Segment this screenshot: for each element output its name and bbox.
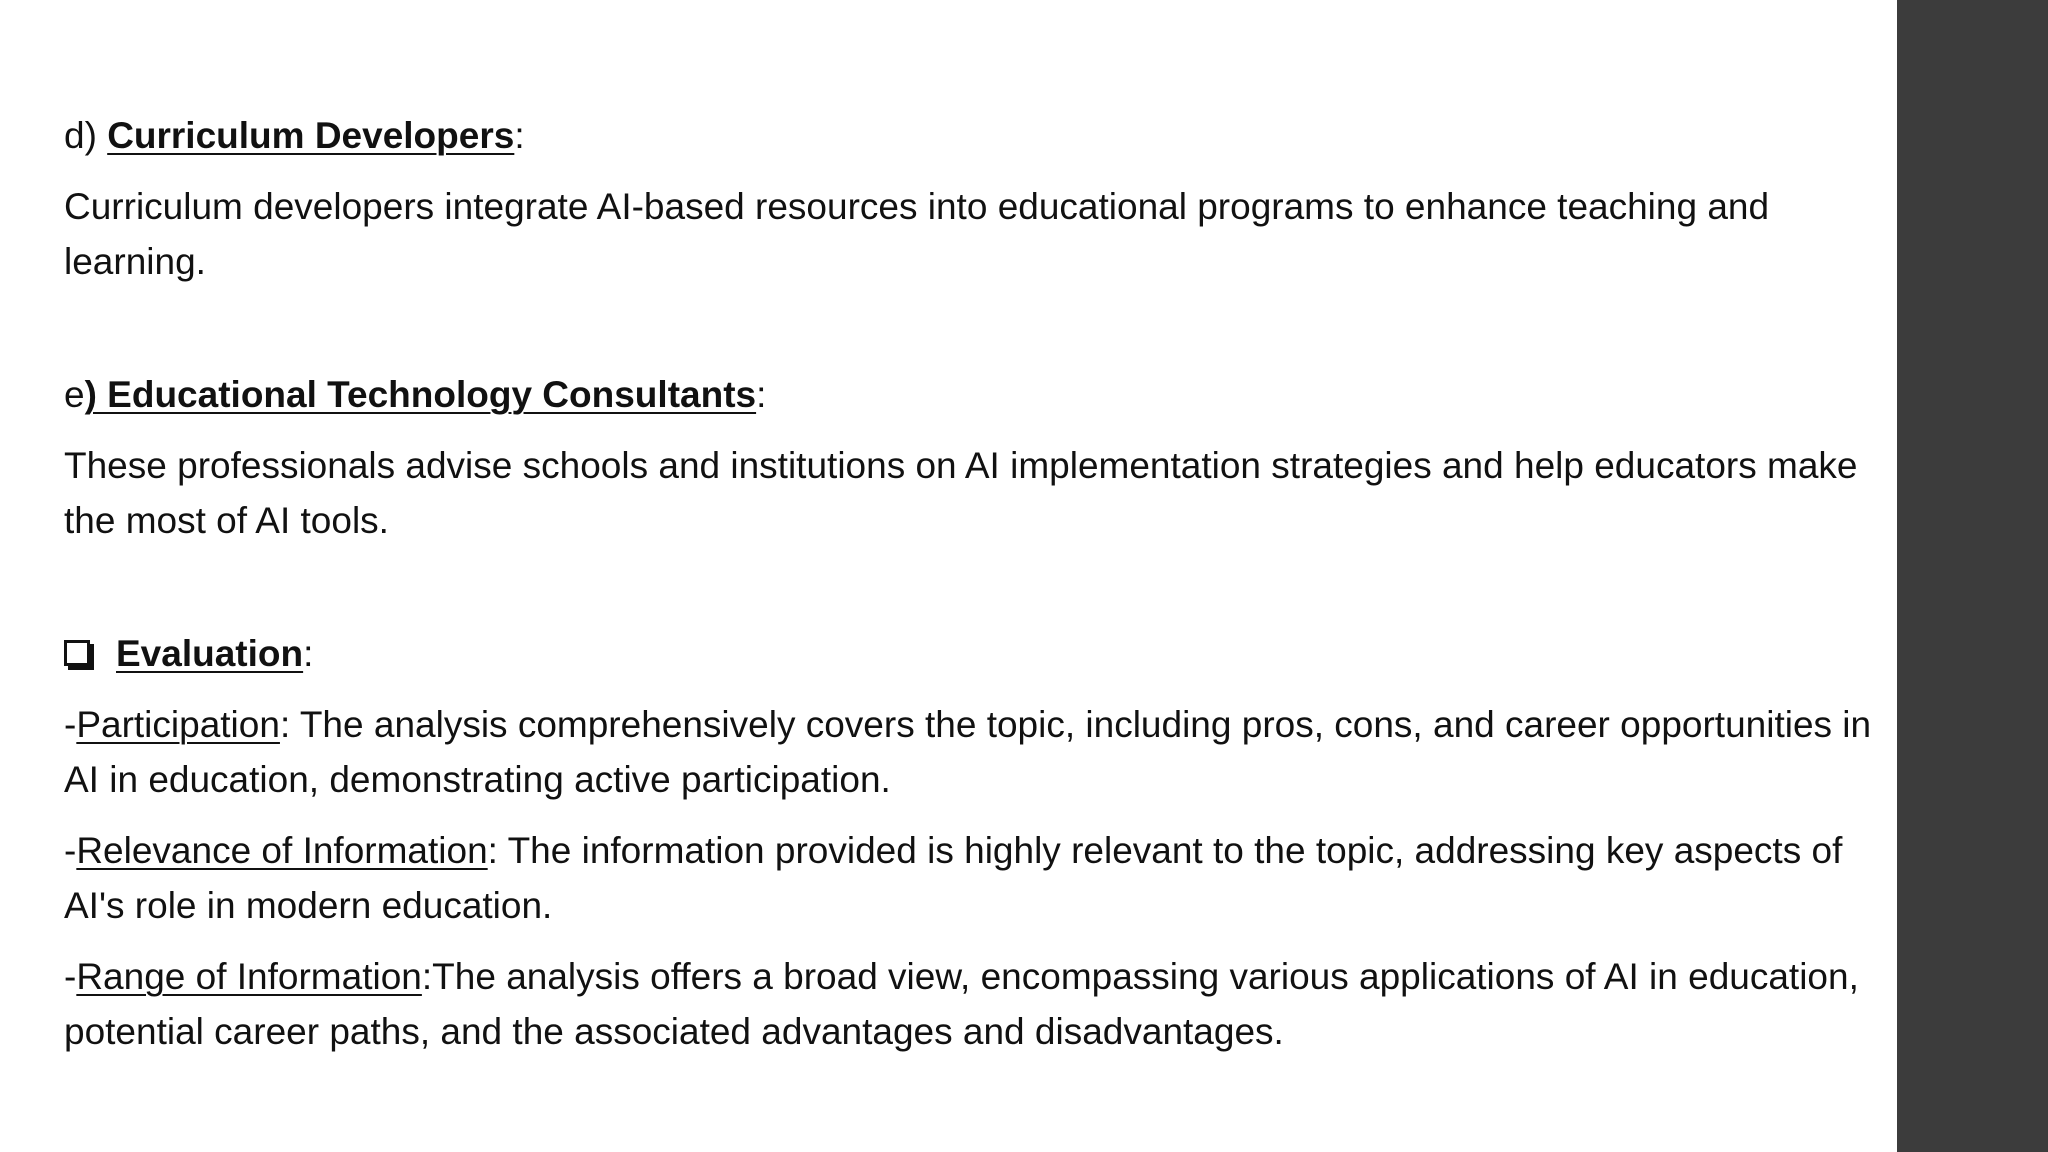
criterion-dash: - [64, 830, 77, 871]
criterion-dash: - [64, 956, 77, 997]
section-d-prefix: d) [64, 115, 108, 156]
section-e-text: These professionals advise schools and institutions on AI implementation strategies and help educators make the most of AI tools. [64, 445, 1858, 541]
checkbox-icon [64, 640, 90, 666]
section-d-suffix: : [514, 115, 525, 156]
evaluation-heading [64, 626, 1874, 681]
criterion-text: : The information provided is highly relevant to the topic, addressing key aspects of AI's role in modern education. [64, 830, 1843, 926]
evaluation-title: Evaluation [116, 633, 304, 674]
criterion-dash: - [64, 704, 77, 745]
criterion-label: Relevance of Information [76, 830, 488, 871]
section-e-suffix: : [756, 374, 767, 415]
criterion-label: Participation [76, 704, 280, 745]
criterion-relevance [64, 823, 1874, 933]
criterion-label: Range of Information [76, 956, 422, 997]
side-bar [1897, 0, 2048, 1152]
section-e-title: ) Educational Technology Consultants [84, 374, 757, 415]
criterion-text: : The analysis comprehensively covers the topic, including pros, cons, and career opportunities in AI in education, demonstrating active participation. [64, 704, 1872, 800]
section-e-heading [64, 367, 1874, 422]
slide-content [64, 108, 1874, 1059]
section-d-text: Curriculum developers integrate AI-based resources into educational programs to enhance teaching and learning. [64, 186, 1770, 282]
section-d-title: Curriculum Developers [107, 115, 515, 156]
criterion-text: :The analysis offers a broad view, encompassing various applications of AI in education, potential career paths, and the associated advantages and disadvantages. [64, 956, 1859, 1052]
evaluation-suffix: : [303, 633, 314, 674]
criterion-range [64, 949, 1874, 1059]
criterion-participation [64, 697, 1874, 807]
section-d-heading [64, 108, 1874, 163]
section-e-prefix: e [64, 374, 85, 415]
